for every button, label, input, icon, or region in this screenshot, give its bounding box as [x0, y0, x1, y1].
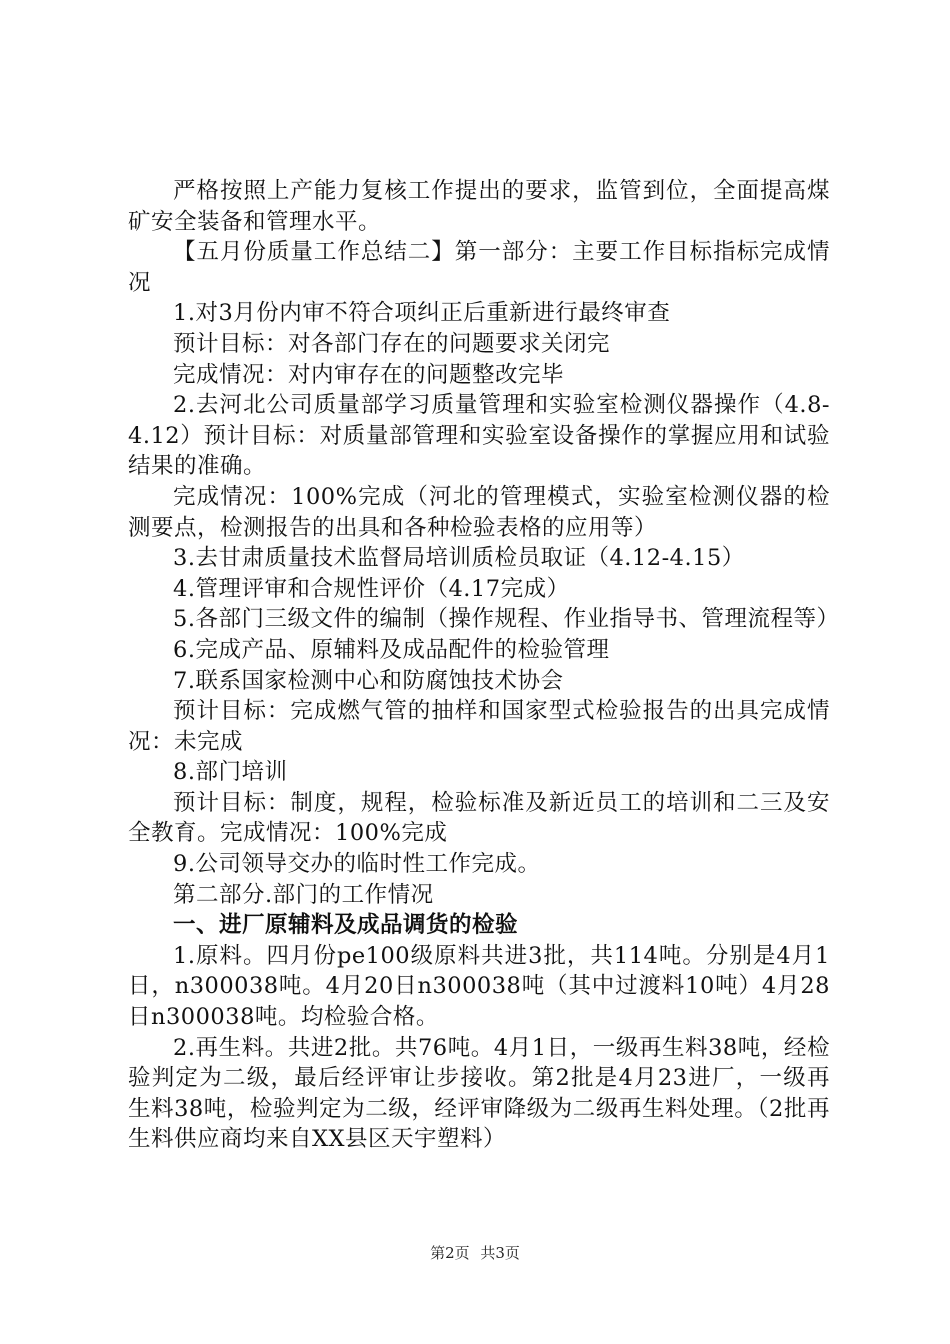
paragraph-item-2-status: 完成情况：100%完成（河北的管理模式，实验室检测仪器的检测要点，检测报告的出具和各种检验表格的应用等） — [128, 483, 830, 541]
paragraph-item-5: 5.各部门三级文件的编制（操作规程、作业指导书、管理流程等） — [173, 606, 840, 633]
paragraph-item-1: 1.对3月份内审不符合项纠正后重新进行最终审查 — [173, 300, 671, 327]
paragraph-part-two-title: 第二部分.部门的工作情况 — [173, 881, 434, 908]
paragraph-item-8-target: 预计目标：制度，规程，检验标准及新近员工的培训和二三及安全教育。完成情况：100%完成 — [128, 789, 830, 847]
paragraph-raw-material: 1.原料。四月份pe100级原料共进3批，共114吨。分别是4月1日，n300038吨。4月20日n300038吨（其中过渡料10吨）4月28日n300038吨。均检验合格。 — [128, 942, 830, 1031]
paragraph-item-4: 4.管理评审和合规性评价（4.17完成） — [173, 575, 570, 602]
paragraph-recycled-material: 2.再生料。共进2批。共76吨。4月1日，一级再生料38吨，经检验判定为二级，最后经评审让步接收。第2批是4月23进厂，一级再生料38吨，检验判定为二级，经评审降级为二级再生料处理。（2批再生料供应商均来自XX县区天宇塑料） — [128, 1034, 830, 1153]
paragraph-item-3: 3.去甘肃质量技术监督局培训质检员取证（4.12-4.15） — [173, 545, 745, 572]
paragraph-intro: 严格按照上产能力复核工作提出的要求，监管到位，全面提高煤矿安全装备和管理水平。 — [128, 178, 830, 235]
paragraph-item-1-target: 预计目标：对各部门存在的问题要求关闭完 — [173, 330, 611, 357]
paragraph-item-7: 7.联系国家检测中心和防腐蚀技术协会 — [173, 667, 564, 694]
paragraph-item-6: 6.完成产品、原辅料及成品配件的检验管理 — [173, 636, 610, 663]
paragraph-part-one-title: 【五月份质量工作总结二】第一部分：主要工作目标指标完成情况 — [128, 239, 830, 296]
paragraph-item-8: 8.部门培训 — [173, 759, 288, 786]
document-body — [128, 176, 840, 1155]
paragraph-item-1-status: 完成情况：对内审存在的问题整改完毕 — [173, 361, 565, 388]
section-heading: 一、进厂原辅料及成品调货的检验 — [173, 912, 519, 939]
paragraph-item-7-target: 预计目标：完成燃气管的抽样和国家型式检验报告的出具完成情况：未完成 — [128, 698, 830, 755]
paragraph-item-2: 2.去河北公司质量部学习质量管理和实验室检测仪器操作（4.8-4.12）预计目标：对质量部管理和实验室设备操作的掌握应用和试验结果的准确。 — [128, 392, 830, 480]
page-total: 共3页 — [480, 1244, 520, 1262]
page-number: 第2页 — [430, 1244, 470, 1262]
page-footer — [0, 1242, 950, 1263]
paragraph-item-9: 9.公司领导交办的临时性工作完成。 — [173, 851, 541, 878]
